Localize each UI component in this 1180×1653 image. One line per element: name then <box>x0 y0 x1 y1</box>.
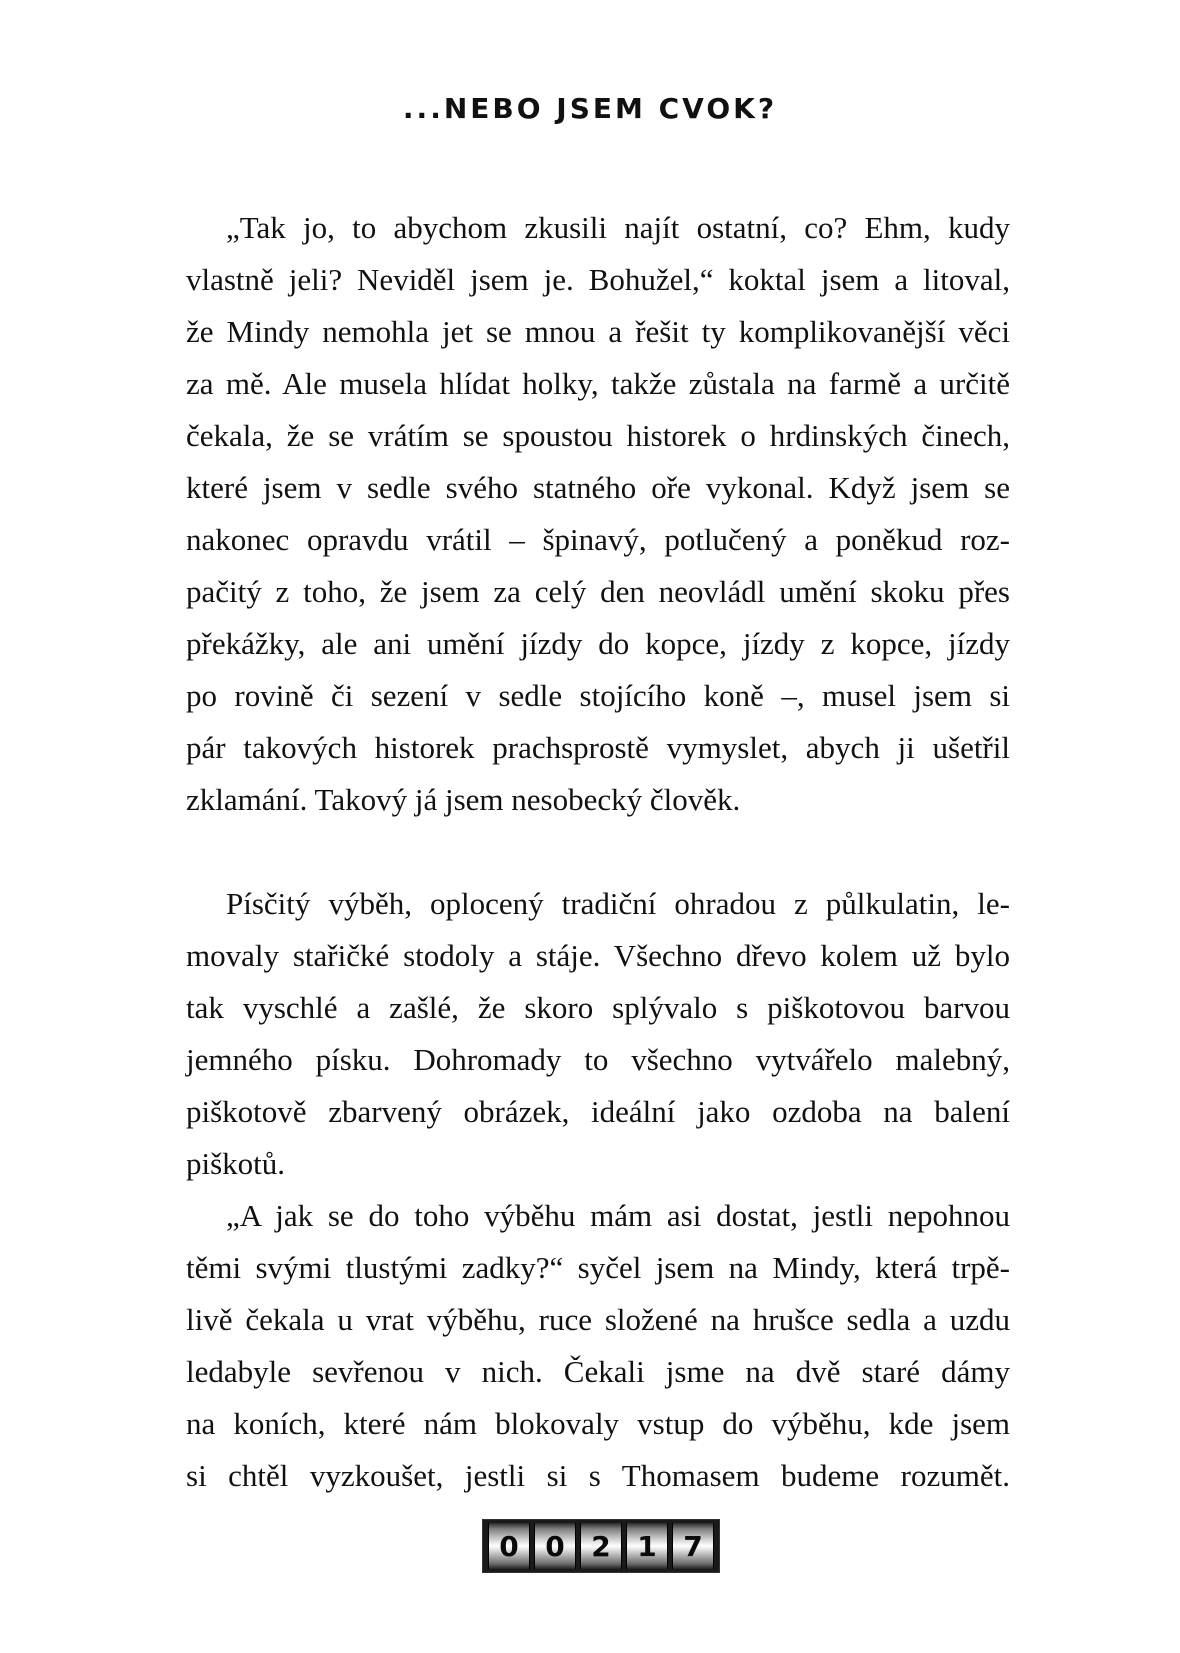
text-line: livě čekala u vrat výběhu, ruce složené na hrušce sedla a uzdu <box>186 1302 1010 1337</box>
counter-digit: 0 <box>534 1523 576 1569</box>
text-line: těmi svými tlustými zadky?“ syčel jsem na Mindy, která trpě- <box>186 1250 1010 1285</box>
text-line: si chtěl vyzkoušet, jestli si s Thomasem budeme rozumět. <box>186 1458 1010 1493</box>
text-line: vlastně jeli? Neviděl jsem je. Bohužel,“ koktal jsem a litoval, <box>186 262 1010 297</box>
text-line: piškotů. <box>186 1146 286 1181</box>
paragraph <box>186 202 1010 826</box>
paragraph <box>186 878 1010 1190</box>
text-line: čekala, že se vrátím se spoustou historek o hrdinských činech, <box>186 418 1010 453</box>
counter-digit: 7 <box>672 1523 714 1569</box>
text-line: zklamání. Takový já jsem nesobecký člověk. <box>186 782 741 817</box>
page-number-counter <box>482 1519 720 1573</box>
text-line: které jsem v sedle svého statného oře vykonal. Když jsem se <box>186 470 1010 505</box>
text-line: ledabyle sevřenou v nich. Čekali jsme na dvě staré dámy <box>186 1354 1010 1389</box>
text-line: za mě. Ale musela hlídat holky, takže zůstala na farmě a určitě <box>186 366 1010 401</box>
text-line: „Tak jo, to abychom zkusili najít ostatní, co? Ehm, kudy <box>226 210 1010 245</box>
text-line: pačitý z toho, že jsem za celý den neovládl umění skoku přes <box>186 574 1010 609</box>
text-line: Písčitý výběh, oplocený tradiční ohradou z půlkulatin, le- <box>226 886 1010 921</box>
text-line: movaly stařičké stodoly a stáje. Všechno dřevo kolem už bylo <box>186 938 1010 973</box>
paragraph <box>186 1190 1010 1502</box>
text-line: nakonec opravdu vrátil – špinavý, potlučený a poněkud roz- <box>186 522 1010 557</box>
text-line: jemného písku. Dohromady to všechno vytvářelo malebný, <box>186 1042 1010 1077</box>
text-line: po rovině či sezení v sedle stojícího koně –, musel jsem si <box>186 678 1010 713</box>
counter-digit: 2 <box>580 1523 622 1569</box>
text-line: že Mindy nemohla jet se mnou a řešit ty komplikovanější věci <box>186 314 1010 349</box>
counter-digit: 1 <box>626 1523 668 1569</box>
text-line: tak vyschlé a zašlé, že skoro splývalo s piškotovou barvou <box>186 990 1010 1025</box>
chapter-title: ...NEBO JSEM CVOK? <box>402 92 778 125</box>
text-line: piškotově zbarvený obrázek, ideální jako ozdoba na balení <box>186 1094 1010 1129</box>
text-line: pár takových historek prachsprostě vymyslet, abych ji ušetřil <box>186 730 1010 765</box>
text-line: překážky, ale ani umění jízdy do kopce, jízdy z kopce, jízdy <box>186 626 1010 661</box>
text-line: na koních, které nám blokovaly vstup do výběhu, kde jsem <box>186 1406 1010 1441</box>
section-2 <box>186 878 1010 1502</box>
counter-digit: 0 <box>488 1523 530 1569</box>
section-1 <box>186 202 1010 826</box>
text-line: „A jak se do toho výběhu mám asi dostat, jestli nepohnou <box>226 1198 1010 1233</box>
